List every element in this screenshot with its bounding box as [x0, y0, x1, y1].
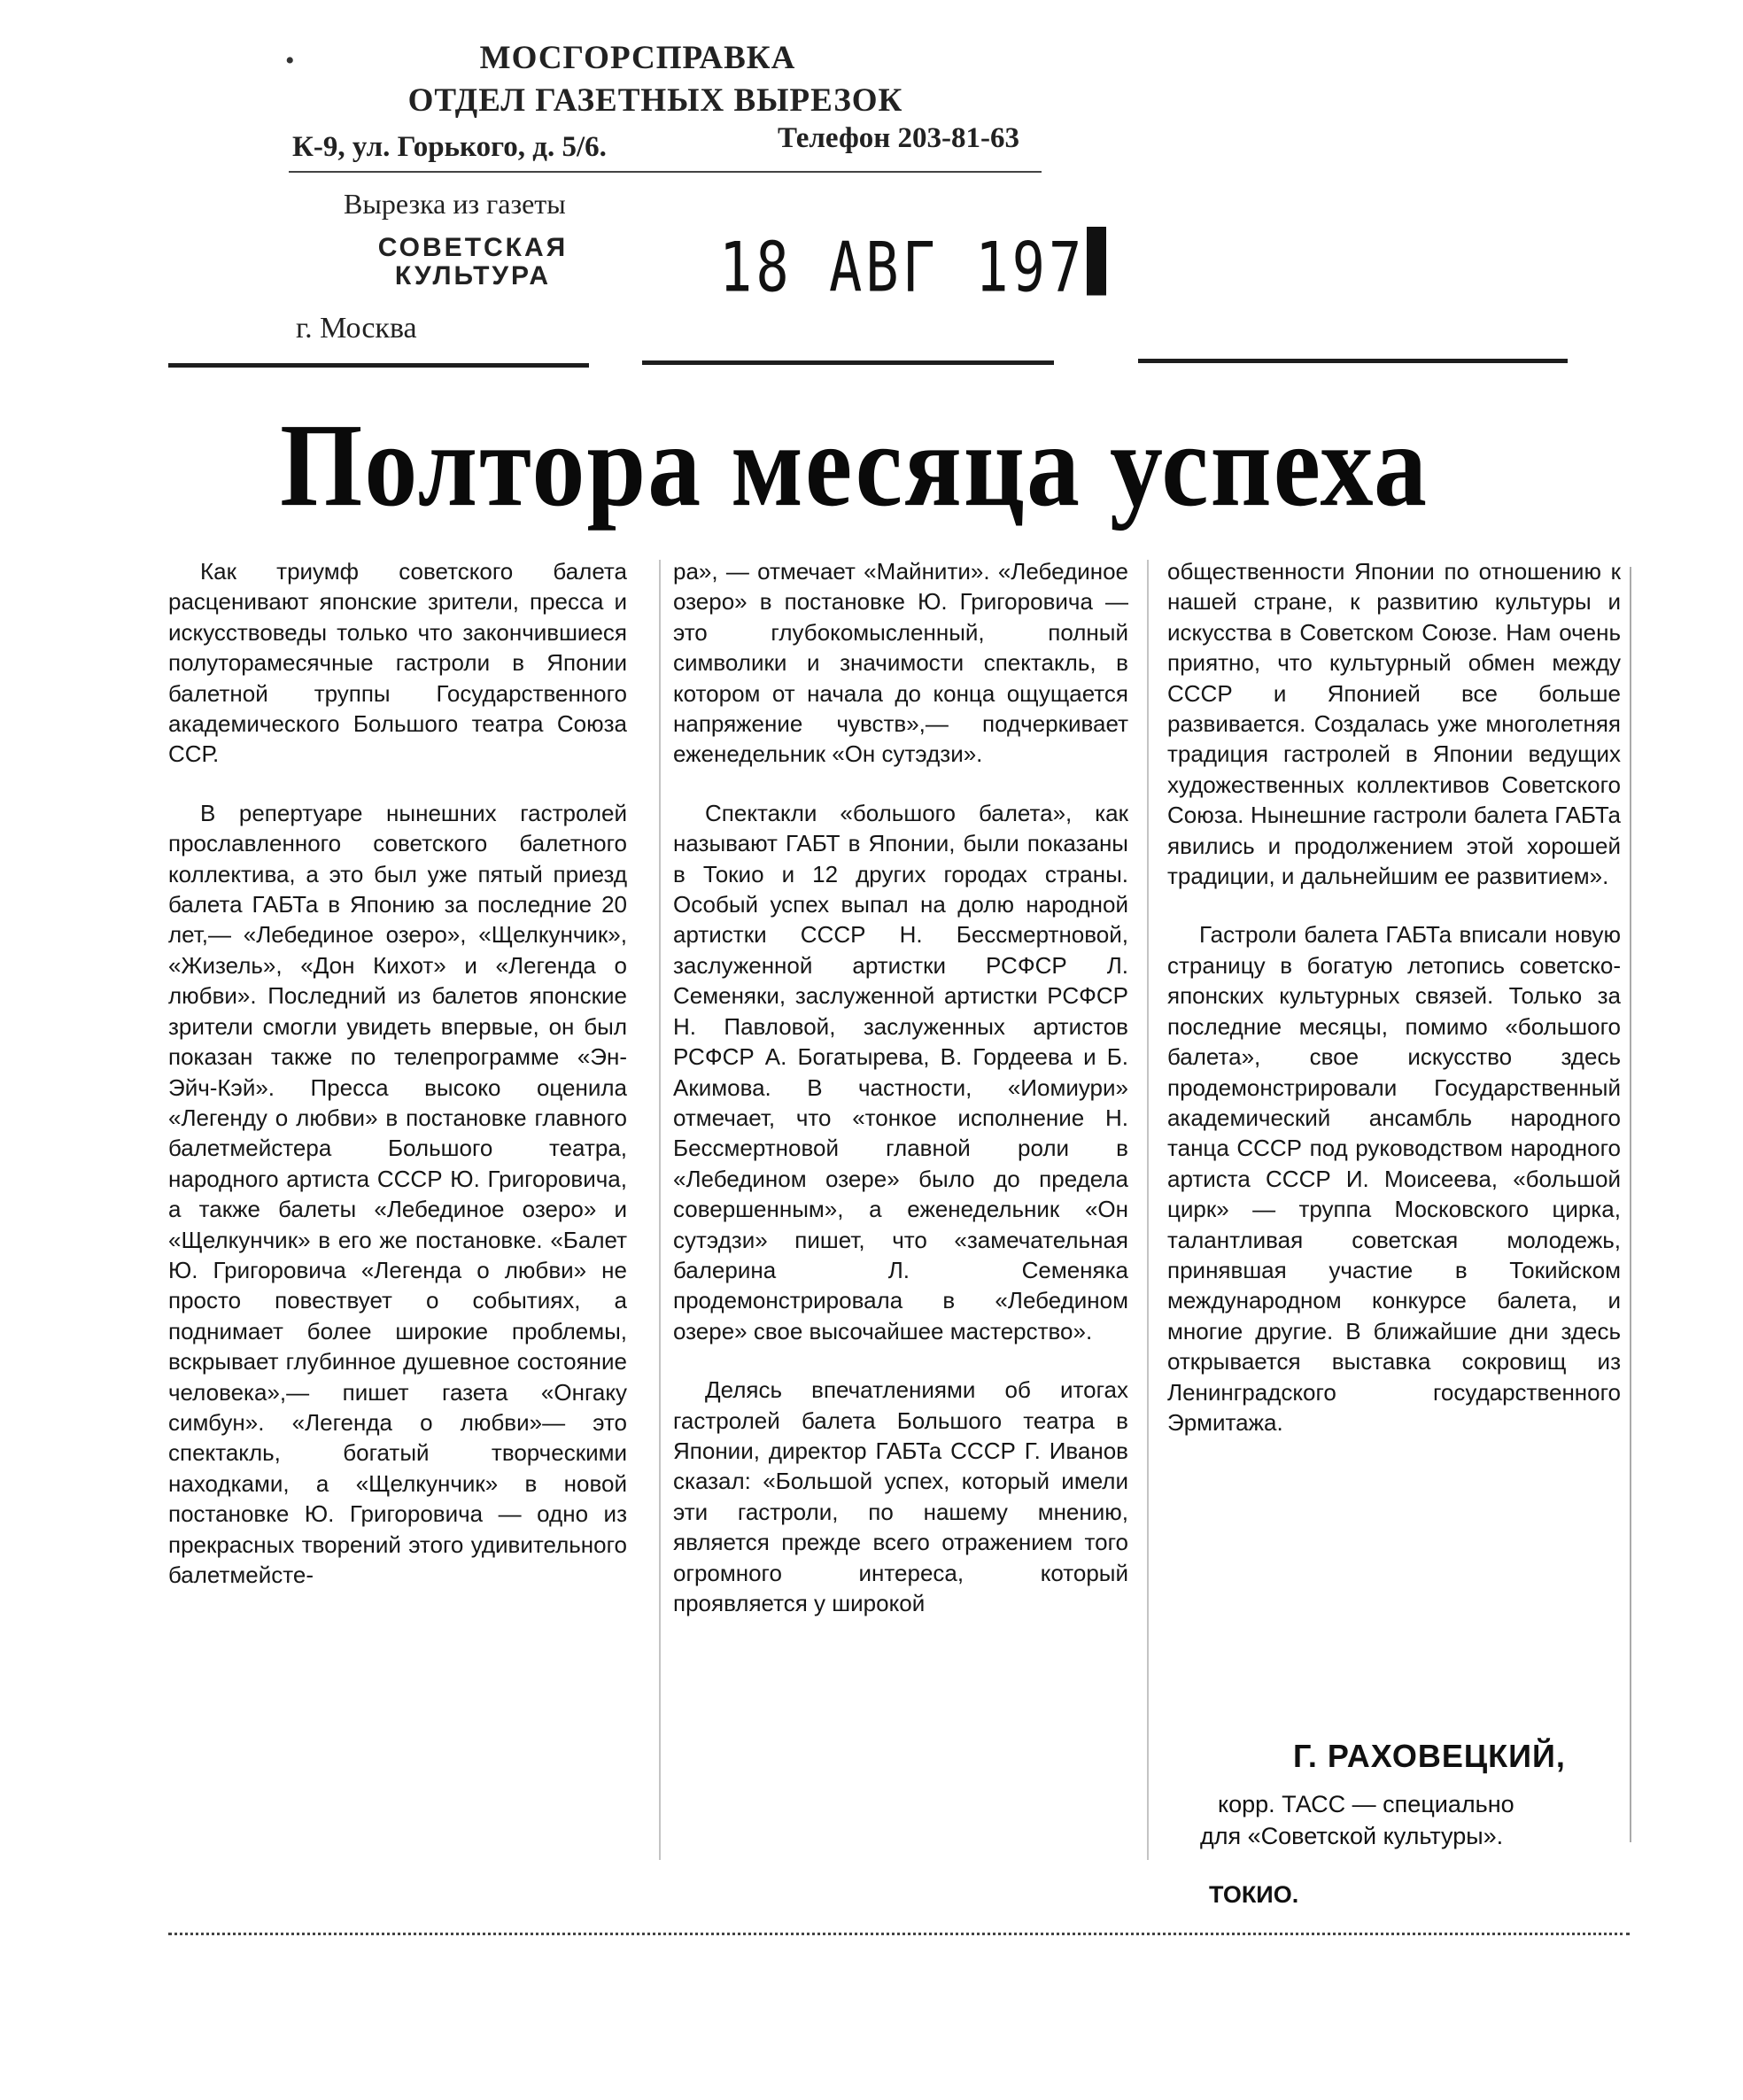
right-edge-rule — [1630, 567, 1631, 1842]
phone: Телефон 203-81-63 — [778, 122, 1020, 154]
author-role-line1: корр. ТАСС — специально — [1218, 1791, 1514, 1817]
paragraph: общественности Японии по отношению к нашей стране, к развитию культуры и искусства в Советском Союзе. Нам очень приятно, что культурный обмен между СССР и Японией все больше развивается. Создалась уже многолетняя традиция гастролей в Японии ведущих художественных коллективов Советского Союза. Нынешние гастроли балета ГАБТа явились и продолжением этой хорошей традиции, и дальнейшим ее развитием». — [1167, 558, 1621, 890]
clipping-label: Вырезка из газеты — [344, 188, 566, 220]
agency-name: МОСГОРСПРАВКА — [479, 40, 796, 76]
date-stamp-blot — [1087, 227, 1106, 296]
department-name: ОТДЕЛ ГАЗЕТНЫХ ВЫРЕЗОК — [407, 82, 903, 119]
column-rule-2 — [1147, 560, 1149, 1860]
paragraph: В репертуаре нынешних гастролей прославленного советского балетного коллектива, а это был уже пятый приезд балета ГАБТа в Японию за последние 20 лет,— «Лебединое озеро», «Щелкунчик», «Жизель», «Дон Кихот» и «Легенда о любви». Последний из балетов японские зрители смогли увидеть впервые, он был показан также по телепрограмме «Эн-Эйч-Кэй». Пресса высоко оценила «Легенду о любви» в постановке главного балетмейстера Большого театра, народного артиста СССР Ю. Григоровича, а также балеты «Лебединое озеро» и «Щелкунчик» в его же постановке. «Балет Ю. Григоровича «Легенда о любви» не просто повествует о событиях, а поднимает более широкие проблемы, вскрывает глубинное душевное состояние человека»,— пишет газета «Онгаку симбун». «Легенда о любви»— это спектакль, богатый творческими находками, а «Щелкунчик» в новой постановке Ю. Григоровича — одно из прекрасных творений этого удивительного балетмейсте- — [168, 799, 627, 1588]
newspaper-name — [370, 234, 576, 291]
author-name: Г. РАХОВЕЦКИЙ, — [1293, 1738, 1566, 1774]
paragraph: Делясь впечатлениями об итогах гастролей балета Большого театра в Японии, директор ГАБТа СССР Г. Иванов сказал: «Большой успех, который имели эти гастроли, по нашему мнению, является прежде всего отражением того огромного интереса, который проявляется у широкой — [673, 1376, 1128, 1616]
corner-mark: • — [285, 46, 295, 75]
top-rule-mid — [642, 360, 1054, 365]
paragraph: Спектакли «большого балета», как называют ГАБТ в Японии, были показаны в Токио и 12 других городах страны. Особый успех выпал на долю народной артистки СССР Н. Бессмертновой, заслуженной артистки РСФСР Л. Семеняки, заслуженной артистки РСФСР Н. Павловой, заслуженных артистов РСФСР А. Богатырева, В. Гордеева и Б. Акимова. В частности, «Иомиури» отмечает, что «тонкое исполнение Н. Бессмертновой главной роли в «Лебедином озере» было до предела совершенным», а еженедельник «Он сутэдзи» пишет, что «замечательная балерина Л. Семеняка продемонстрировала в «Лебедином озере» свое высочайшее мастерство». — [673, 799, 1128, 1344]
newspaper-name-line1: СОВЕТСКАЯ — [377, 233, 569, 262]
paragraph: Гастроли балета ГАБТа вписали новую страницу в богатую летопись советско-японских культурных связей. Только за последние месяцы, помимо «большого балета», свое искусство здесь продемонстрировали Государственный академический ансамбль народного танца СССР под руководством народного артиста СССР И. Моисеева, «большой цирк» — труппа Московского цирка, талантливая советская молодежь, принявшая участие в Токийском международном конкурсе балета, и многие другие. В ближайшие дни здесь открывается выставка сокровищ из Ленинградского государственного Эрмитажа. — [1167, 921, 1621, 1436]
article-column-1 — [168, 556, 627, 1618]
stamp-rule — [289, 171, 1042, 173]
article-column-3 — [1167, 556, 1621, 1466]
date-stamp — [719, 227, 1106, 307]
top-rule-left — [168, 363, 589, 368]
column-rule-1 — [659, 560, 661, 1860]
top-rule-right — [1138, 359, 1568, 363]
article-column-2 — [673, 556, 1128, 1647]
headline: Полтора месяца успеха — [280, 399, 1429, 531]
city: г. Москва — [296, 312, 417, 345]
author-role-line2: для «Советской культуры». — [1200, 1823, 1504, 1849]
paragraph: ра», — отмечает «Майнити». «Лебединое озеро» в постановке Ю. Григоровича — это глубокомысленный, полный символики и значимости спектакль, в котором от начала до конца ощущается напряжение чувств»,— подчеркивает еженедельник «Он сутэдзи». — [673, 558, 1128, 768]
dateline: ТОКИО. — [1209, 1881, 1299, 1908]
bottom-rule — [168, 1933, 1630, 1935]
date-stamp-text: 18 АВГ 197 — [719, 227, 1086, 308]
paragraph: Как триумф советского балета расценивают японские зрители, пресса и искусствоведы только что закончившиеся полуторамесячные гастроли в Японии балетной труппы Государственного академического Большого театра Союза ССР. — [168, 558, 627, 768]
address: К-9, ул. Горького, д. 5/6. — [292, 131, 607, 163]
newspaper-name-line2: КУЛЬТУРА — [394, 261, 552, 291]
